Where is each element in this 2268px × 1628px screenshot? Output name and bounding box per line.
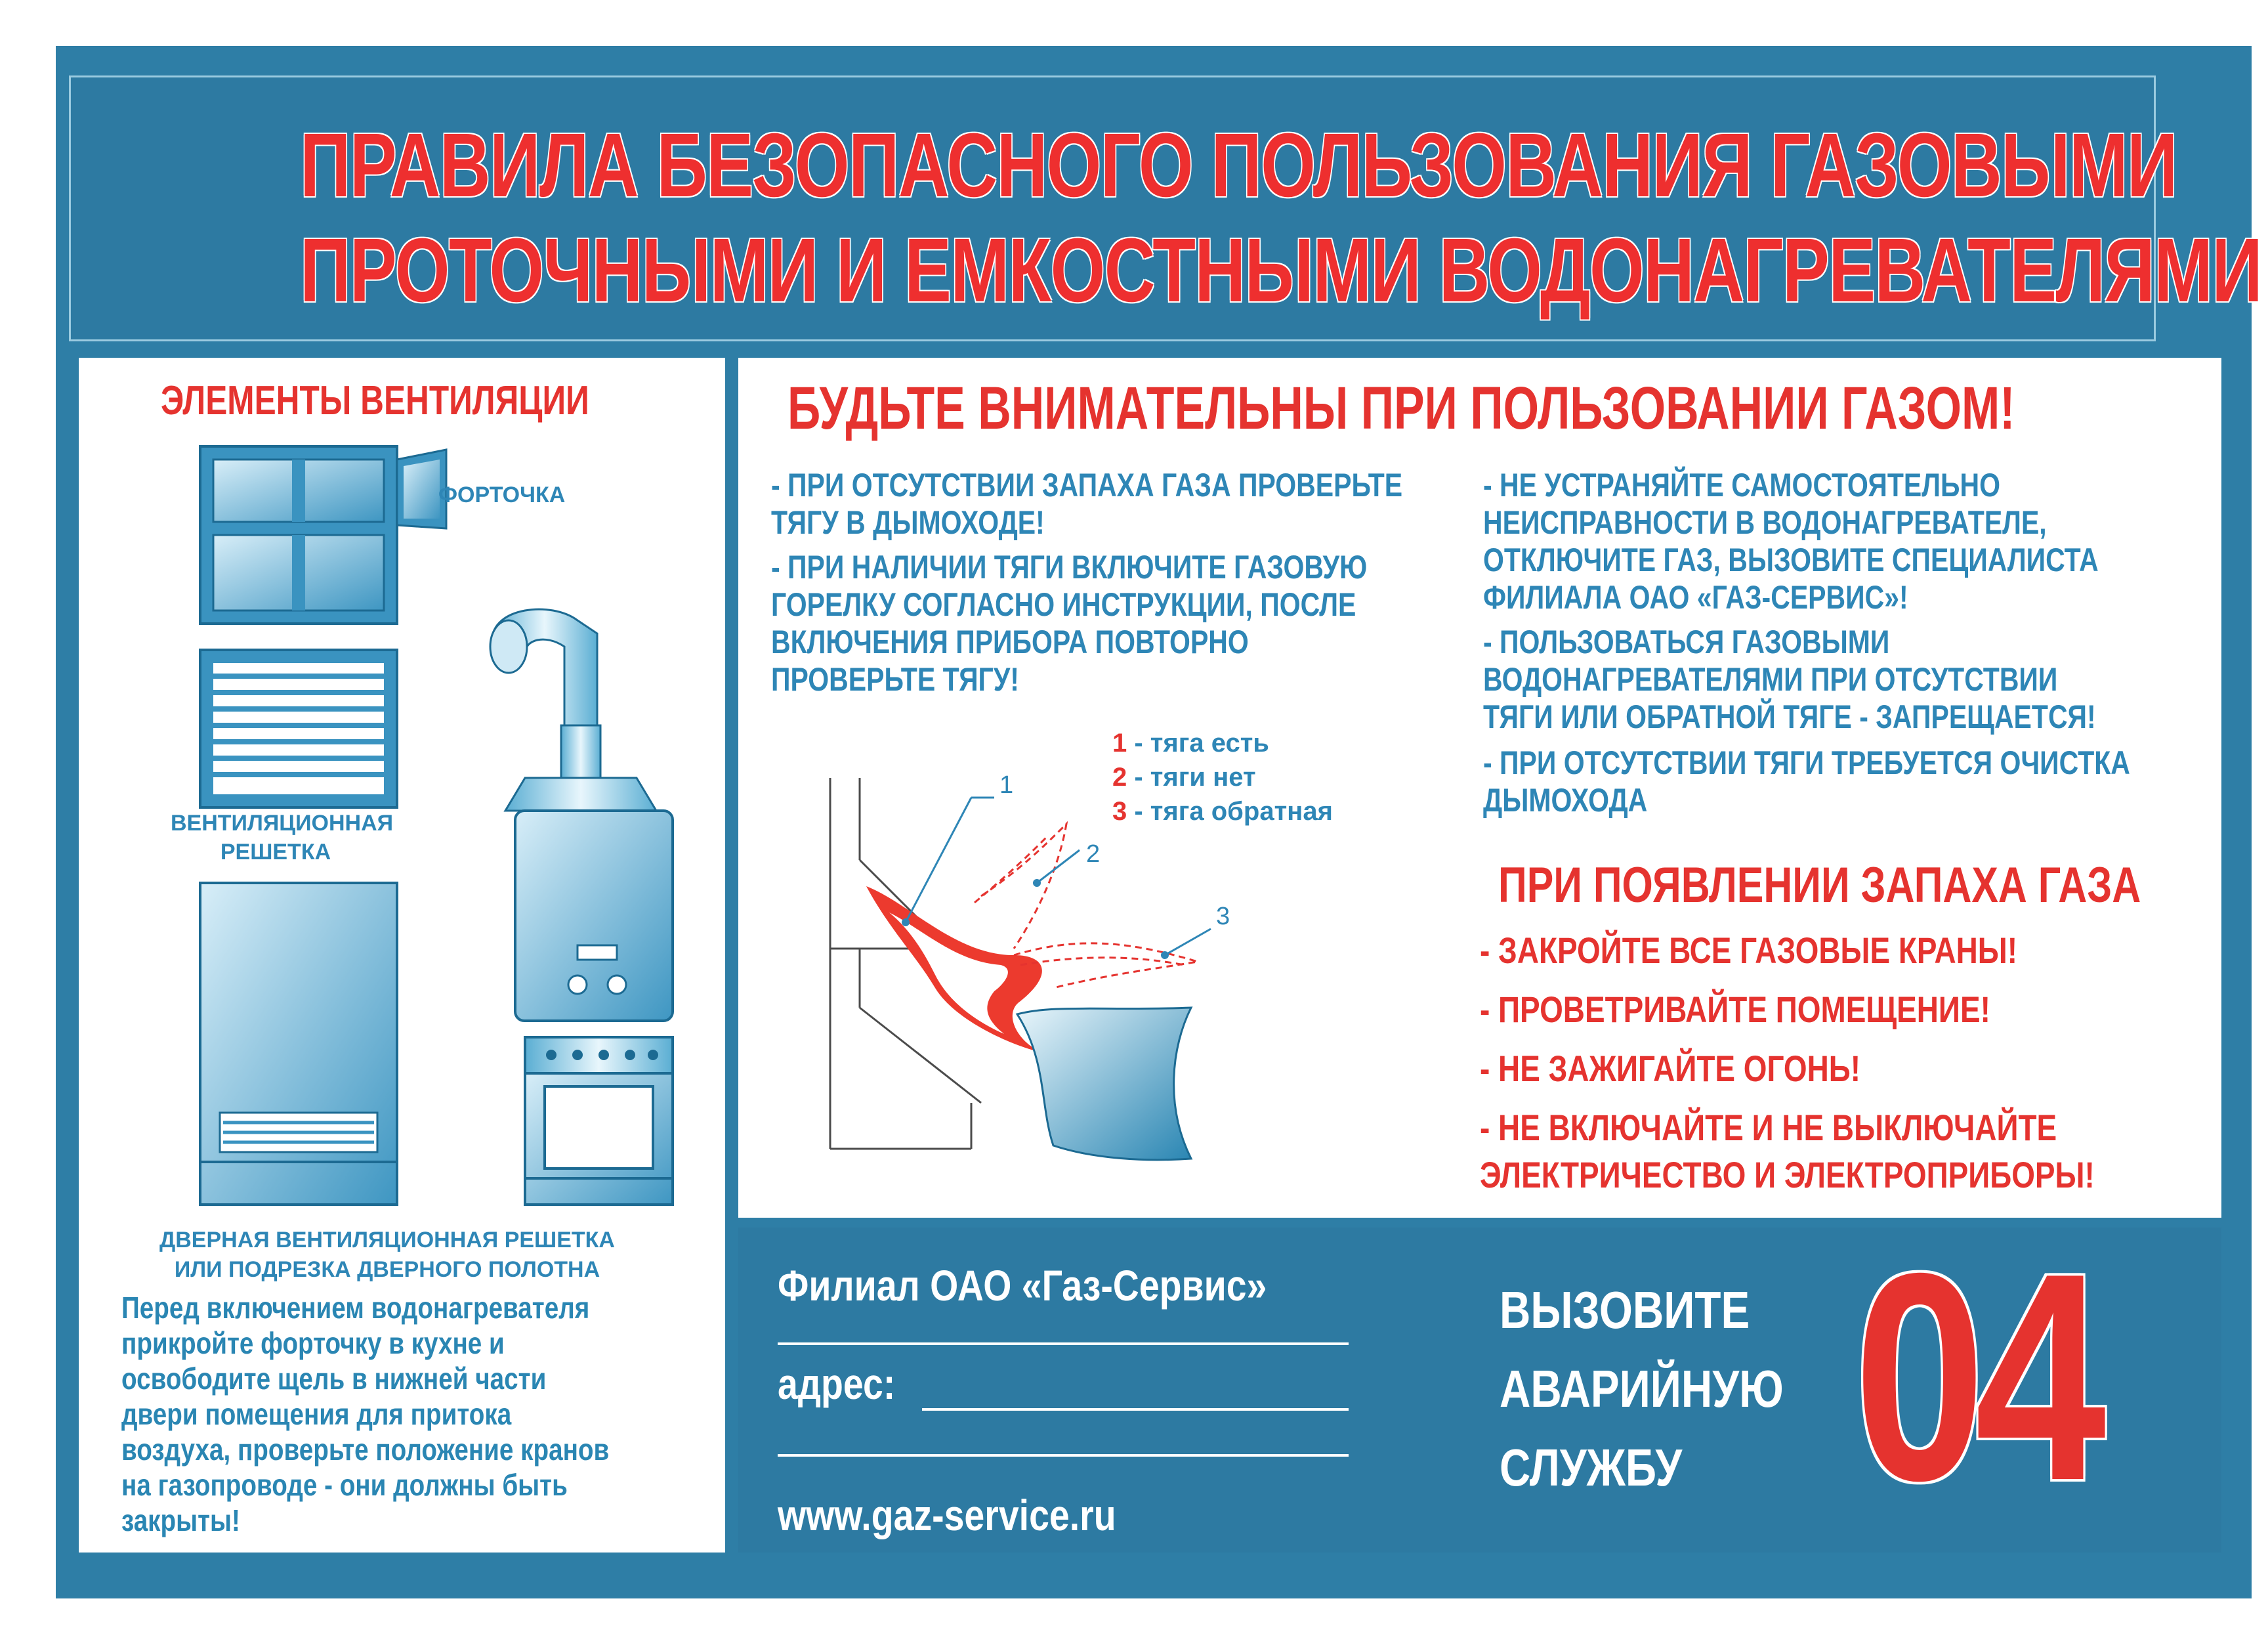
attention-left-line-5: ВКЛЮЧЕНИЯ ПРИБОРА ПОВТОРНО bbox=[771, 624, 1249, 660]
gas-smell-line-3: - НЕ ЗАЖИГАЙТЕ ОГОНЬ! bbox=[1480, 1048, 1861, 1089]
diagram-label-3: 3 bbox=[1216, 903, 1230, 930]
call-line-2: АВАРИЙНУЮ bbox=[1500, 1360, 1784, 1418]
attention-heading: БУДЬТЕ ВНИМАТЕЛЬНЫ ПРИ ПОЛЬЗОВАНИИ ГАЗОМ! bbox=[788, 375, 2015, 442]
gas-smell-heading: ПРИ ПОЯВЛЕНИИ ЗАПАХА ГАЗА bbox=[1498, 857, 2141, 913]
diagram-label-1: 1 bbox=[999, 771, 1014, 799]
attention-panel bbox=[738, 358, 2221, 1218]
gas-stove-icon bbox=[525, 1037, 673, 1205]
attention-right-line-7: ТЯГИ ИЛИ ОБРАТНОЙ ТЯГЕ - ЗАПРЕЩАЕТСЯ! bbox=[1483, 698, 2096, 735]
legend-item-2: 2 - тяги нет bbox=[1112, 763, 1256, 792]
ventilation-heading: ЭЛЕМЕНТЫ ВЕНТИЛЯЦИИ bbox=[161, 378, 589, 423]
draft-diagram bbox=[738, 739, 1395, 1211]
door-label-line-1: ДВЕРНАЯ ВЕНТИЛЯЦИОННАЯ РЕШЕТКА bbox=[159, 1228, 615, 1253]
attention-right-line-1: - НЕ УСТРАНЯЙТЕ САМОСТОЯТЕЛЬНО bbox=[1483, 467, 2001, 503]
title-line-1: ПРАВИЛА БЕЗОПАСНОГО ПОЛЬЗОВАНИЯ ГАЗОВЫМИ bbox=[300, 115, 2177, 216]
attention-right-line-8: - ПРИ ОТСУТСТВИИ ТЯГИ ТРЕБУЕТСЯ ОЧИСТКА bbox=[1483, 744, 2130, 781]
gas-smell-line-1: - ЗАКРОЙТЕ ВСЕ ГАЗОВЫЕ КРАНЫ! bbox=[1480, 930, 2018, 971]
instruction-line-7: закрыты! bbox=[121, 1503, 240, 1537]
instruction-line-4: двери помещения для притока bbox=[121, 1397, 512, 1431]
attention-left-line-2: ТЯГУ В ДЫМОХОДЕ! bbox=[771, 504, 1045, 541]
attention-left-line-3: - ПРИ НАЛИЧИИ ТЯГИ ВКЛЮЧИТЕ ГАЗОВУЮ bbox=[771, 549, 1368, 586]
instruction-line-1: Перед включением водонагревателя bbox=[121, 1291, 590, 1325]
attention-left-line-1: - ПРИ ОТСУТСТВИИ ЗАПАХА ГАЗА ПРОВЕРЬТЕ bbox=[771, 467, 1403, 503]
legend-item-1: 1 - тяга есть bbox=[1112, 729, 1269, 758]
title-banner bbox=[69, 75, 2262, 341]
attention-right-line-2: НЕИСПРАВНОСТИ В ВОДОНАГРЕВАТЕЛЕ, bbox=[1483, 504, 2047, 541]
title-line-2: ПРОТОЧНЫМИ И ЕМКОСТНЫМИ ВОДОНАГРЕВАТЕЛЯМИ bbox=[300, 220, 2262, 321]
company-name: Филиал ОАО «Газ-Сервис» bbox=[778, 1261, 1267, 1310]
gas-smell-line-4: - НЕ ВКЛЮЧАЙТЕ И НЕ ВЫКЛЮЧАЙТЕ bbox=[1480, 1107, 2057, 1148]
door-icon bbox=[200, 883, 397, 1205]
window-icon bbox=[200, 446, 446, 624]
attention-right-line-3: ОТКЛЮЧИТЕ ГАЗ, ВЫЗОВИТЕ СПЕЦИАЛИСТА bbox=[1483, 542, 2099, 578]
emergency-number: 04 bbox=[1854, 1212, 2096, 1542]
address-underline-2 bbox=[778, 1454, 1349, 1457]
address-label: адрес: bbox=[778, 1360, 896, 1408]
contact-panel bbox=[738, 1212, 2221, 1553]
fortochka-label: ФОРТОЧКА bbox=[438, 482, 566, 507]
grille-label-line-2: РЕШЕТКА bbox=[220, 840, 331, 865]
attention-left-line-4: ГОРЕЛКУ СОГЛАСНО ИНСТРУКЦИИ, ПОСЛЕ bbox=[771, 586, 1356, 623]
ventilation-panel bbox=[79, 358, 725, 1553]
grille-label-line-1: ВЕНТИЛЯЦИОННАЯ bbox=[171, 811, 394, 836]
instruction-line-6: на газопроводе - они должны быть bbox=[121, 1468, 568, 1502]
attention-left-line-6: ПРОВЕРЬТЕ ТЯГУ! bbox=[771, 661, 1019, 698]
vent-grille-icon bbox=[200, 650, 397, 807]
attention-right-line-5: - ПОЛЬЗОВАТЬСЯ ГАЗОВЫМИ bbox=[1483, 624, 1890, 660]
ventilation-illustrations bbox=[79, 358, 725, 1224]
diagram-label-2: 2 bbox=[1086, 840, 1101, 868]
instruction-line-5: воздуха, проверьте положение кранов bbox=[121, 1432, 610, 1467]
call-line-3: СЛУЖБУ bbox=[1500, 1438, 1683, 1497]
attention-right-line-9: ДЫМОХОДА bbox=[1483, 782, 1648, 819]
website: www.gaz-service.ru bbox=[778, 1491, 1116, 1539]
water-heater-icon bbox=[515, 811, 673, 1021]
gas-smell-line-2: - ПРОВЕТРИВАЙТЕ ПОМЕЩЕНИЕ! bbox=[1480, 989, 1990, 1030]
instruction-line-3: освободите щель в нижней части bbox=[121, 1361, 547, 1396]
attention-right-line-6: ВОДОНАГРЕВАТЕЛЯМИ ПРИ ОТСУТСТВИИ bbox=[1483, 661, 2058, 698]
call-line-1: ВЫЗОВИТЕ bbox=[1500, 1281, 1750, 1339]
legend-item-3: 3 - тяга обратная bbox=[1112, 797, 1333, 826]
door-label-line-2: ИЛИ ПОДРЕЗКА ДВЕРНОГО ПОЛОТНА bbox=[174, 1257, 600, 1282]
chimney-pipe-icon bbox=[490, 609, 656, 811]
gas-smell-line-5: ЭЛЕКТРИЧЕСТВО И ЭЛЕКТРОПРИБОРЫ! bbox=[1480, 1154, 2095, 1195]
address-underline bbox=[922, 1408, 1349, 1411]
instruction-line-2: прикройте форточку в кухне и bbox=[121, 1326, 505, 1360]
company-underline bbox=[778, 1342, 1349, 1345]
attention-right-line-4: ФИЛИАЛА ОАО «ГАЗ-СЕРВИС»! bbox=[1483, 579, 1908, 616]
